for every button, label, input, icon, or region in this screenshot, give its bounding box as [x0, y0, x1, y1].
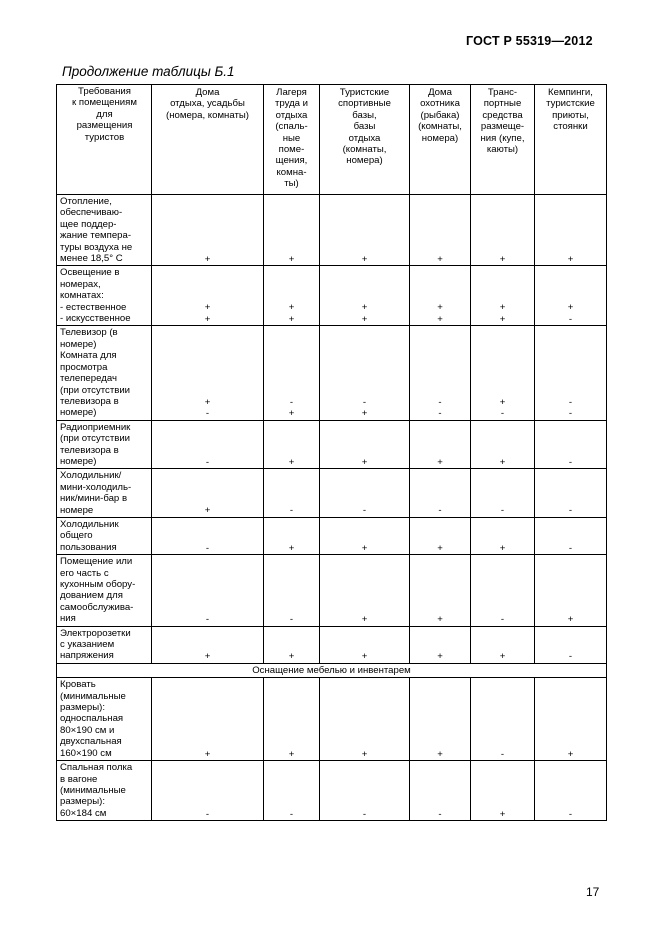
requirement-cell	[471, 761, 535, 821]
requirement-cell	[471, 195, 535, 266]
column-header: Транс- портные средства размеще- ния (купе, каюты)	[471, 85, 535, 195]
cell-mark: +	[204, 396, 211, 408]
requirement-cell	[152, 626, 264, 663]
cell-mark: +	[499, 253, 506, 265]
cell-mark: +	[499, 302, 506, 314]
requirement-cell	[264, 517, 320, 554]
cell-mark: -	[289, 808, 294, 820]
requirement-label: Телевизор (в номере) Комната для просмотра телепередач (при отсутствии телевизора в номере)	[57, 326, 152, 420]
requirement-cell	[320, 517, 410, 554]
requirement-cell	[152, 678, 264, 761]
table-caption: Продолжение таблицы Б.1	[62, 64, 235, 79]
header-row	[57, 85, 607, 195]
requirement-label: Спальная полка в вагоне (минимальные размеры): 60×184 см	[57, 761, 152, 821]
table-row	[57, 678, 607, 761]
requirement-cell	[471, 555, 535, 626]
requirement-cell	[535, 555, 607, 626]
requirement-cell	[410, 517, 471, 554]
requirement-cell	[410, 761, 471, 821]
cell-mark: +	[437, 542, 443, 554]
requirement-cell	[535, 326, 607, 420]
cell-mark: -	[438, 408, 442, 420]
requirement-cell	[320, 761, 410, 821]
cell-mark: -	[205, 542, 210, 554]
section-row	[57, 663, 607, 677]
cell-mark: +	[204, 505, 211, 517]
cell-mark: +	[499, 808, 506, 820]
requirement-label: Отопление, обеспечиваю- щее поддер- жание темпера- туры воздуха не менее 18,5° С	[57, 195, 152, 266]
cell-mark: +	[204, 302, 211, 314]
requirement-cell	[264, 469, 320, 518]
requirement-cell	[152, 195, 264, 266]
requirement-cell	[410, 469, 471, 518]
requirement-cell	[152, 555, 264, 626]
requirement-cell	[410, 420, 471, 469]
requirement-cell	[535, 761, 607, 821]
cell-mark: -	[500, 408, 505, 420]
requirement-label: Освещение в номерах, комнатах: - естественное - искусственное	[57, 266, 152, 326]
cell-mark: -	[568, 808, 573, 820]
cell-mark: +	[288, 302, 295, 314]
requirement-cell	[152, 266, 264, 326]
cell-mark: +	[204, 748, 211, 760]
table-row	[57, 626, 607, 663]
cell-mark: +	[361, 253, 368, 265]
requirement-cell	[320, 195, 410, 266]
requirement-label: Кровать (минимальные размеры): односпальная 80×190 см и двухспальная 160×190 см	[57, 678, 152, 761]
cell-mark: +	[361, 313, 368, 325]
cell-mark: -	[568, 651, 573, 663]
table-row	[57, 420, 607, 469]
requirement-cell	[535, 517, 607, 554]
cell-mark: +	[437, 456, 443, 468]
requirement-cell	[152, 517, 264, 554]
cell-mark: +	[361, 748, 368, 760]
section-title: Оснащение мебелью и инвентарем	[57, 663, 607, 677]
requirement-cell	[264, 195, 320, 266]
cell-mark: -	[568, 505, 573, 517]
column-header: Туристские спортивные базы, базы отдыха (комнаты, номера)	[320, 85, 410, 195]
cell-mark: +	[499, 651, 506, 663]
cell-mark: +	[288, 253, 295, 265]
requirement-cell	[471, 678, 535, 761]
cell-mark: -	[568, 313, 573, 325]
cell-mark: -	[205, 808, 210, 820]
cell-mark: -	[289, 396, 294, 408]
cell-mark: -	[289, 614, 294, 626]
requirement-cell	[320, 469, 410, 518]
requirement-label: Помещение или его часть с кухонным обору- дованием для самообслужива- ния	[57, 555, 152, 626]
cell-mark: -	[362, 396, 367, 408]
cell-mark: -	[568, 396, 573, 408]
cell-mark: +	[204, 651, 211, 663]
cell-mark: -	[568, 542, 573, 554]
column-header: Дома отдыха, усадьбы (номера, комнаты)	[152, 85, 264, 195]
cell-mark: +	[288, 748, 295, 760]
document-header: ГОСТ Р 55319—2012	[466, 34, 593, 48]
cell-mark: +	[499, 396, 506, 408]
requirement-cell	[320, 626, 410, 663]
cell-mark: +	[499, 456, 506, 468]
requirement-cell	[535, 626, 607, 663]
cell-mark: +	[288, 542, 295, 554]
table-row	[57, 555, 607, 626]
column-header: Требования к помещениям для размещения туристов	[57, 85, 152, 195]
requirement-cell	[471, 517, 535, 554]
table-body	[57, 195, 607, 821]
table-row	[57, 195, 607, 266]
requirement-cell	[410, 326, 471, 420]
requirement-cell	[535, 266, 607, 326]
cell-mark: -	[500, 748, 505, 760]
cell-mark: -	[205, 614, 210, 626]
requirement-label: Радиоприемник (при отсутствии телевизора в номере)	[57, 420, 152, 469]
requirement-cell	[320, 555, 410, 626]
cell-mark: -	[568, 408, 573, 420]
requirement-cell	[410, 678, 471, 761]
cell-mark: -	[438, 396, 442, 408]
cell-mark: +	[361, 542, 368, 554]
cell-mark: +	[288, 456, 295, 468]
requirement-cell	[410, 195, 471, 266]
cell-mark: +	[437, 748, 443, 760]
cell-mark: -	[500, 614, 505, 626]
cell-mark: +	[437, 651, 443, 663]
cell-mark: -	[205, 408, 210, 420]
requirement-cell	[535, 469, 607, 518]
page-number: 17	[586, 885, 600, 899]
cell-mark: +	[437, 614, 443, 626]
cell-mark: +	[204, 253, 211, 265]
cell-mark: -	[500, 505, 505, 517]
cell-mark: -	[205, 456, 210, 468]
cell-mark: +	[361, 651, 368, 663]
requirement-cell	[410, 266, 471, 326]
table-row	[57, 761, 607, 821]
requirement-cell	[471, 626, 535, 663]
requirement-cell	[410, 626, 471, 663]
requirement-cell	[264, 266, 320, 326]
requirement-cell	[535, 420, 607, 469]
cell-mark: +	[499, 542, 506, 554]
cell-mark: +	[288, 313, 295, 325]
cell-mark: +	[361, 456, 368, 468]
cell-mark: +	[499, 313, 506, 325]
requirement-cell	[264, 626, 320, 663]
column-header: Кемпинги, туристские приюты, стоянки	[535, 85, 607, 195]
requirement-cell	[320, 678, 410, 761]
requirement-label: Холодильник общего пользования	[57, 517, 152, 554]
requirement-cell	[264, 326, 320, 420]
requirements-table	[56, 84, 607, 821]
requirement-cell	[152, 761, 264, 821]
cell-mark: -	[438, 808, 442, 820]
requirement-cell	[471, 420, 535, 469]
requirement-cell	[264, 555, 320, 626]
cell-mark: -	[568, 456, 573, 468]
table-row	[57, 326, 607, 420]
cell-mark: +	[204, 313, 211, 325]
requirement-cell	[535, 195, 607, 266]
cell-mark: +	[288, 651, 295, 663]
requirement-cell	[264, 678, 320, 761]
requirement-cell	[152, 420, 264, 469]
requirement-cell	[320, 420, 410, 469]
table-row	[57, 266, 607, 326]
requirement-cell	[320, 266, 410, 326]
cell-mark: -	[362, 505, 367, 517]
requirement-cell	[410, 555, 471, 626]
requirement-label: Электророзетки с указанием напряжения	[57, 626, 152, 663]
cell-mark: +	[361, 302, 368, 314]
requirement-cell	[152, 326, 264, 420]
cell-mark: +	[567, 748, 574, 760]
requirement-cell	[471, 266, 535, 326]
column-header: Лагеря труда и отдыха (спаль- ные поме- щения, комна- ты)	[264, 85, 320, 195]
column-header: Дома охотника (рыбака) (комнаты, номера)	[410, 85, 471, 195]
table-row	[57, 469, 607, 518]
cell-mark: +	[567, 302, 574, 314]
cell-mark: +	[361, 614, 368, 626]
requirement-cell	[471, 326, 535, 420]
cell-mark: +	[437, 253, 443, 265]
cell-mark: -	[289, 505, 294, 517]
cell-mark: -	[438, 505, 442, 517]
requirement-cell	[320, 326, 410, 420]
cell-mark: +	[288, 408, 295, 420]
cell-mark: +	[361, 408, 368, 420]
requirement-cell	[264, 420, 320, 469]
cell-mark: +	[567, 614, 574, 626]
requirement-cell	[264, 761, 320, 821]
cell-mark: +	[567, 253, 574, 265]
requirement-cell	[471, 469, 535, 518]
requirement-label: Холодильник/ мини-холодиль- ник/мини-бар в номере	[57, 469, 152, 518]
cell-mark: +	[437, 302, 443, 314]
cell-mark: -	[362, 808, 367, 820]
cell-mark: +	[437, 313, 443, 325]
requirement-cell	[535, 678, 607, 761]
requirement-cell	[152, 469, 264, 518]
table-row	[57, 517, 607, 554]
